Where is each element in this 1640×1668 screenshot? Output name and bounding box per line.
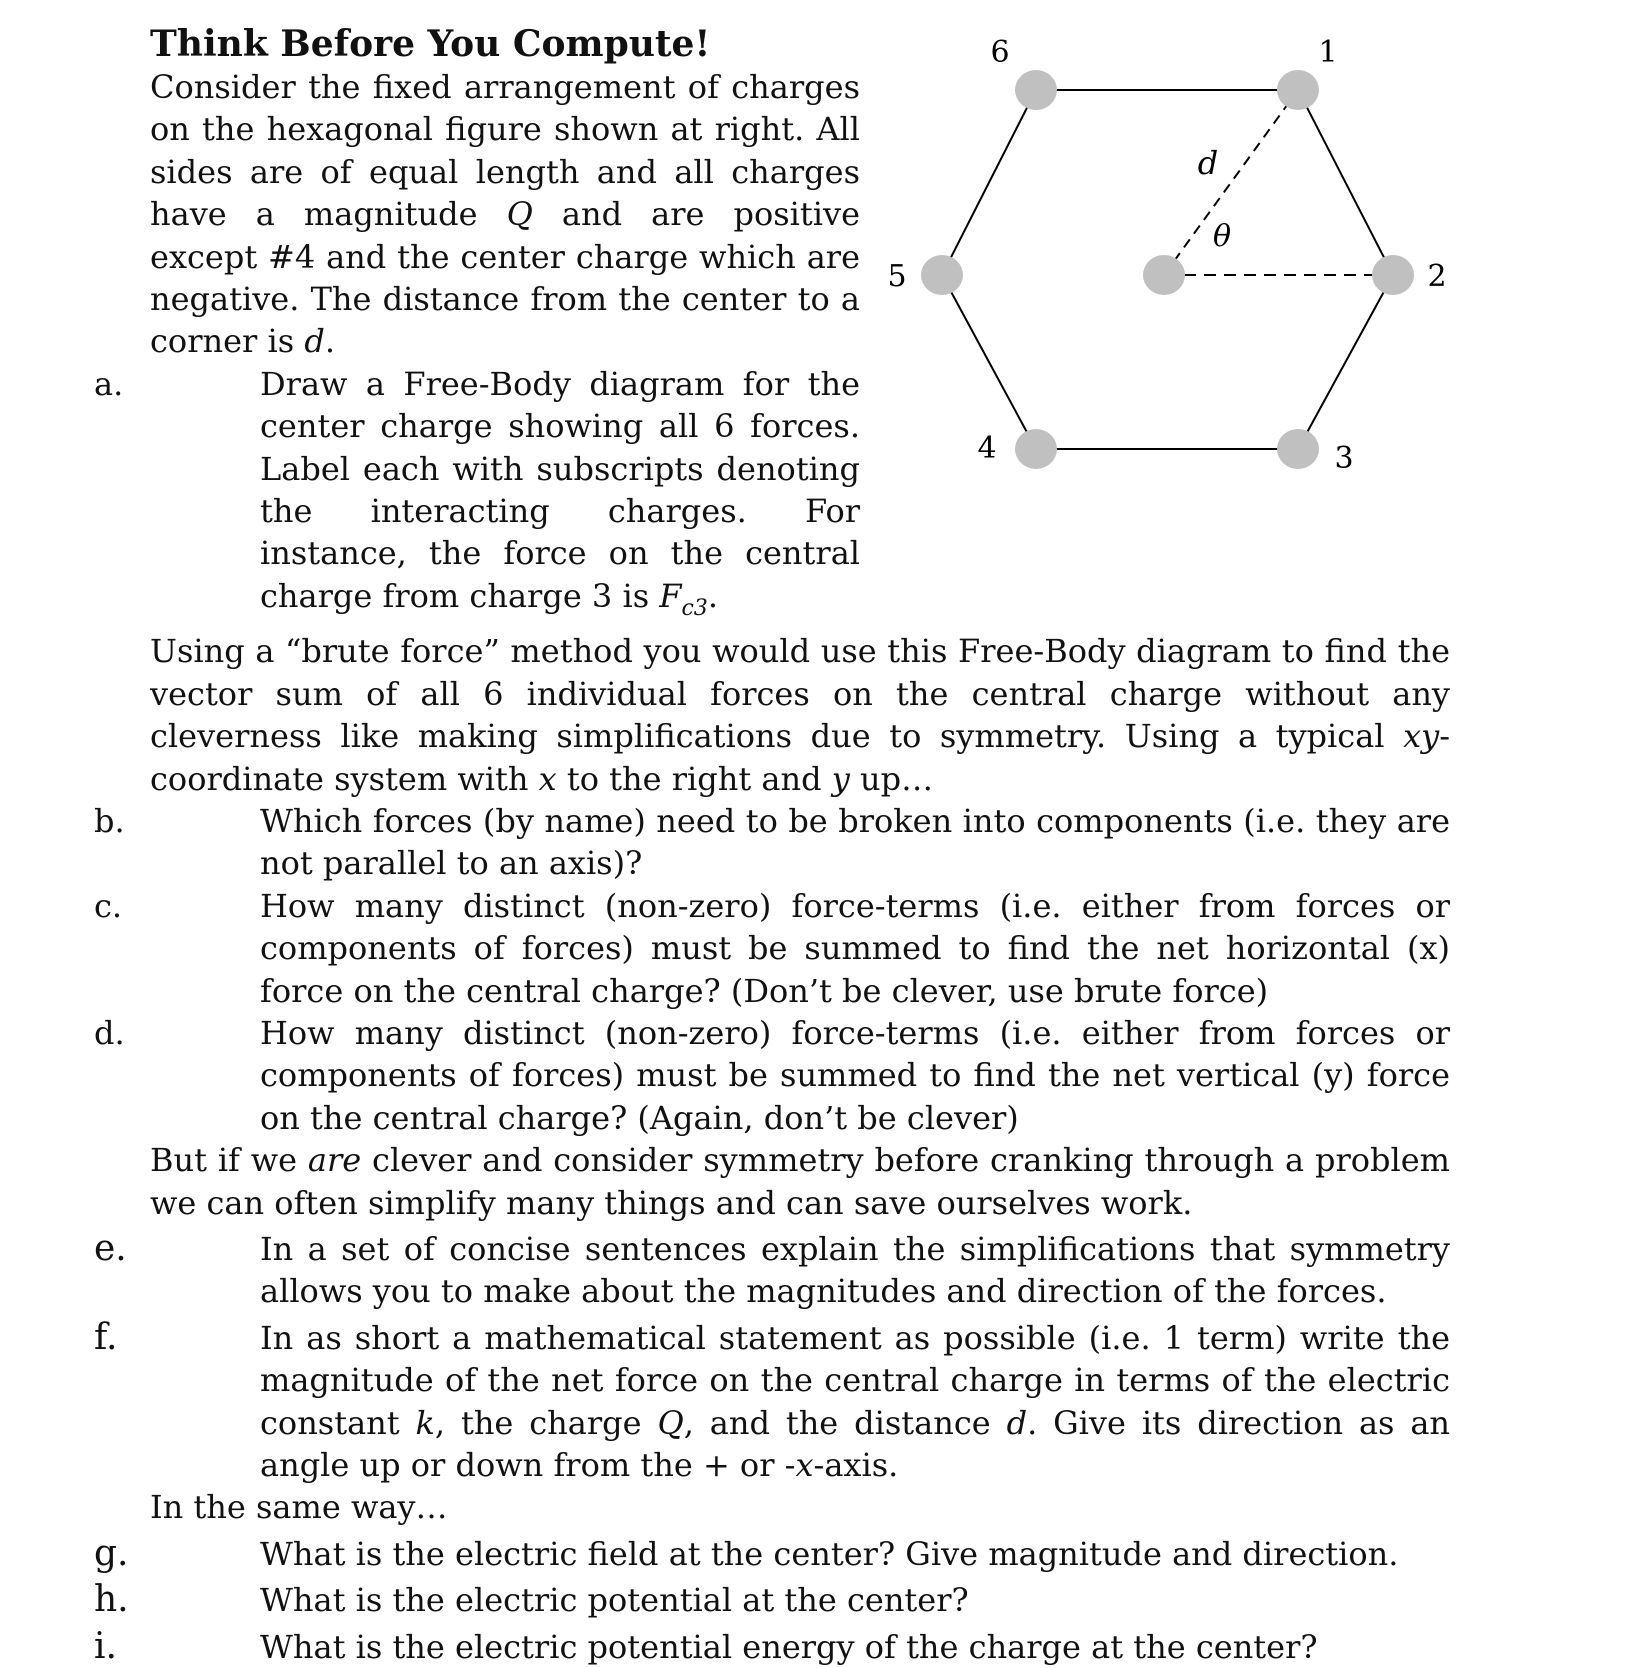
question-a-text-1: Draw a Free-Body diagram for the center charge showing all 6 forces. Label each with subscripts denoting the interacting charges. For instance, the force on the central charge from charge 3 is bbox=[260, 364, 860, 615]
intro-text-1: Consider the fixed arrangement of charges on the hexagonal figure shown at right. All sides are of equal length and all charges have a magnitude bbox=[150, 68, 860, 234]
var-k: k bbox=[415, 1403, 435, 1442]
question-label: b. bbox=[94, 801, 125, 840]
same-way-paragraph: In the same way… bbox=[150, 1488, 448, 1527]
label-4: 4 bbox=[977, 431, 997, 466]
question-c bbox=[94, 885, 1450, 1012]
question-d bbox=[94, 1012, 1450, 1139]
question-label: d. bbox=[94, 1013, 125, 1052]
brute-force-paragraph bbox=[150, 630, 1450, 800]
question-text: What is the electric field at the center? Give magnitude and direction. bbox=[260, 1534, 1399, 1573]
question-text: What is the electric potential at the center? bbox=[260, 1581, 969, 1620]
label-theta: θ bbox=[1212, 219, 1232, 254]
force-symbol: F bbox=[659, 576, 682, 615]
question-i bbox=[94, 1625, 1450, 1668]
question-label: e. bbox=[94, 1227, 127, 1269]
clever-text-2: clever and consider symmetry before cranking through a problem we can often simplify many things and can save ourselves work. bbox=[150, 1141, 1450, 1222]
questions-bcd bbox=[94, 800, 1450, 1139]
question-text: In a set of concise sentences explain the simplifications that symmetry allows you to make about the magnitudes and direction of the forces. bbox=[260, 1229, 1450, 1311]
question-label: i. bbox=[94, 1625, 117, 1667]
question-e bbox=[94, 1227, 1450, 1313]
question-a-text-2: . bbox=[707, 576, 718, 615]
var-xy: xy bbox=[1403, 717, 1440, 756]
brute-text-2: -coordinate system with bbox=[150, 717, 1450, 798]
question-label: c. bbox=[94, 886, 123, 925]
intro-text-2: and are positive except #4 and the center charge which are negative. The distance from the center to a corner is bbox=[150, 195, 861, 361]
label-3: 3 bbox=[1334, 441, 1354, 476]
var-Q: Q bbox=[657, 1403, 684, 1442]
question-f-text-3: , and the distance bbox=[683, 1403, 1007, 1442]
question-a bbox=[94, 363, 1450, 630]
label-2: 2 bbox=[1427, 259, 1447, 294]
force-subscript: c3 bbox=[681, 595, 708, 621]
emphasis-are: are bbox=[307, 1141, 362, 1180]
clever-paragraph bbox=[150, 1139, 1450, 1224]
var-x: x bbox=[795, 1446, 814, 1484]
label-5: 5 bbox=[887, 259, 907, 294]
question-text: How many distinct (non-zero) force-terms (i.e. either from forces or components of forces) must be summed to find the net vertical (y) force on the central charge? (Again, don’t be clever) bbox=[260, 1013, 1450, 1137]
clever-text-1: But if we bbox=[150, 1141, 308, 1180]
question-f-text-4: . Give its direction as an angle up or down from the + or - bbox=[260, 1403, 1451, 1484]
question-label: a. bbox=[94, 364, 124, 403]
question-b bbox=[94, 800, 1450, 885]
label-d: d bbox=[1197, 144, 1219, 182]
question-h bbox=[94, 1579, 1450, 1621]
question-f-text bbox=[260, 1317, 1450, 1487]
page-title: Think Before You Compute! bbox=[150, 23, 711, 65]
question-text: How many distinct (non-zero) force-terms (i.e. either from forces or components of forces) must be summed to find the net horizontal (x) force on the central charge? (Don’t be clever, use brute force) bbox=[260, 886, 1450, 1010]
question-text: Which forces (by name) need to be broken into components (i.e. they are not parallel to an axis)? bbox=[260, 801, 1450, 883]
brute-text-1: Using a “brute force” method you would use this Free-Body diagram to find the vector sum of all 6 individual forces on the central charge without any cleverness like making simplifications due to symmetry. Using a typical bbox=[150, 632, 1450, 756]
question-f-text-1: In as short a mathematical statement as possible (i.e. 1 term) write the magnitude of the net force on the central charge in terms of the electric constant bbox=[260, 1318, 1450, 1442]
question-f bbox=[94, 1316, 1451, 1487]
var-d: d bbox=[304, 322, 325, 361]
question-label: f. bbox=[94, 1316, 118, 1358]
var-Q: Q bbox=[506, 195, 533, 234]
var-x: x bbox=[538, 759, 557, 798]
brute-text-3: to the right and bbox=[556, 759, 832, 798]
question-g bbox=[94, 1532, 1450, 1575]
question-label: h. bbox=[94, 1579, 129, 1621]
var-y: y bbox=[831, 759, 850, 798]
question-a-text bbox=[260, 363, 860, 630]
question-f-text-5: -axis. bbox=[813, 1446, 899, 1484]
question-f-text-2: , the charge bbox=[434, 1403, 658, 1442]
label-1: 1 bbox=[1318, 35, 1338, 70]
intro-text-3: . bbox=[324, 322, 335, 361]
problem-document bbox=[94, 22, 1451, 1668]
label-6: 6 bbox=[990, 35, 1010, 70]
brute-text-4: up… bbox=[849, 759, 934, 798]
question-text: What is the electric potential energy of the charge at the center? bbox=[260, 1627, 1318, 1666]
questions-ghi bbox=[94, 1532, 1450, 1668]
intro-paragraph bbox=[150, 66, 860, 363]
var-d: d bbox=[1006, 1403, 1028, 1442]
question-label: g. bbox=[94, 1532, 129, 1574]
